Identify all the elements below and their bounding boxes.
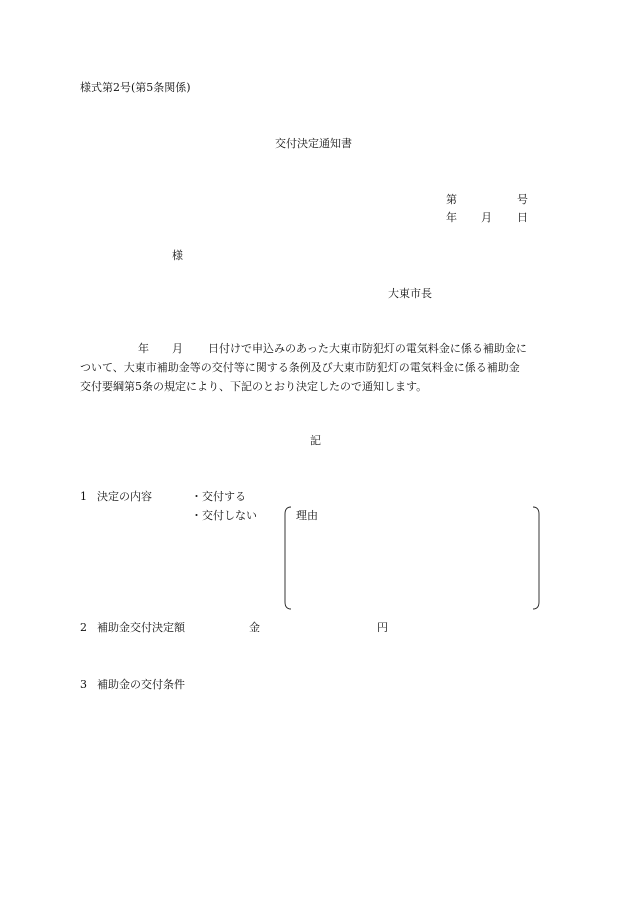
reason-label: 理由	[296, 509, 318, 522]
item-3-label: 補助金の交付条件	[97, 678, 185, 691]
item-2-number: 2	[80, 621, 87, 634]
date-day: 日	[517, 211, 528, 224]
body-line-1: 日付けで申込みのあった大東市防犯灯の電気料金に係る補助金に	[208, 342, 527, 355]
reason-left-bracket	[281, 506, 293, 610]
item-2-label: 補助金交付決定額	[97, 621, 185, 634]
doc-number-prefix: 第	[446, 193, 457, 206]
item-1-label: 決定の内容	[97, 490, 152, 503]
document-title: 交付決定通知書	[275, 137, 352, 150]
ki-heading: 記	[310, 434, 321, 447]
date-year: 年	[446, 211, 457, 224]
issuer-name: 大東市長	[388, 287, 432, 300]
option-no-grant: ・交付しない	[191, 509, 257, 522]
item-3-number: 3	[80, 678, 87, 691]
body-line-3: 交付要綱第5条の規定により、下記のとおり決定したので通知します。	[80, 380, 428, 393]
date-month: 月	[481, 211, 492, 224]
body-year-mark: 年	[138, 342, 149, 355]
form-number-label: 様式第2号(第5条関係)	[80, 81, 191, 94]
body-month-mark: 月	[172, 342, 183, 355]
doc-number-suffix: 号	[517, 193, 528, 206]
option-grant: ・交付する	[191, 490, 246, 503]
reason-right-bracket	[531, 506, 543, 610]
amount-unit: 円	[377, 621, 388, 634]
recipient-suffix: 様	[172, 249, 183, 262]
body-line-2: ついて、大東市補助金等の交付等に関する条例及び大東市防犯灯の電気料金に係る補助金	[80, 361, 520, 374]
amount-prefix: 金	[249, 621, 260, 634]
item-1-number: 1	[80, 490, 87, 503]
